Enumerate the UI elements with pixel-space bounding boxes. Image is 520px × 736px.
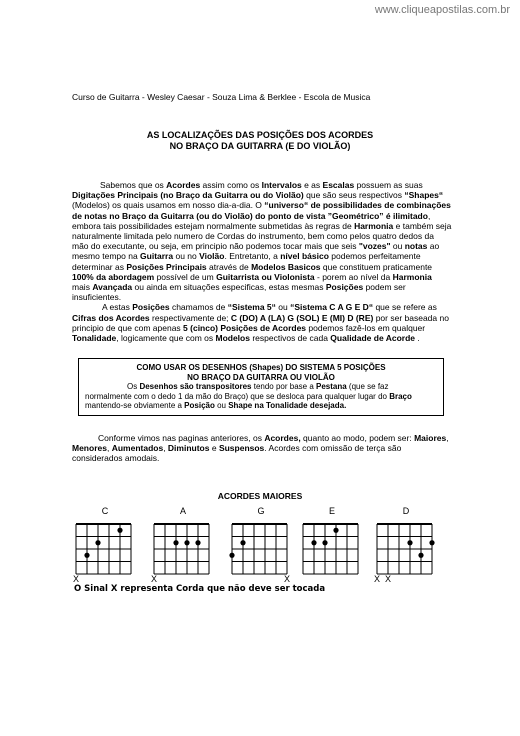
text-run: Modelos <box>215 333 250 344</box>
text-run: Harmonia <box>392 271 432 282</box>
text-run: Harmonia <box>354 220 394 231</box>
text-run: "vozes" <box>358 241 391 252</box>
chord-diagram-e <box>299 506 365 584</box>
text-run: Sabemos que os <box>100 180 167 190</box>
text-run: possível de um <box>154 271 217 282</box>
fretboard <box>299 520 365 586</box>
text-run: , <box>446 433 449 443</box>
finger-dot <box>322 540 327 545</box>
chord-name: D <box>402 506 410 516</box>
text-run: , embora tais possibilidades estejam normalmente submetidas às regras de <box>72 210 431 231</box>
text-run: A estas <box>102 302 133 313</box>
text-run: , <box>163 443 168 454</box>
text-run: de possibilidades de combinações de notas no Braço da Guitarra (ou do Violão) do ponto de vista ”Geométrico” é ilimitado <box>72 200 451 221</box>
chord-diagram-g <box>228 506 294 584</box>
chords-title: ACORDES MAIORES <box>217 491 303 501</box>
text-run: e as <box>301 180 323 190</box>
text-run: chamamos de <box>169 302 228 313</box>
text-run: Modelos Basicos <box>251 261 321 272</box>
text-run: por ser baseada no principio de que com apenas <box>72 312 449 333</box>
text-run: Posição <box>184 401 215 411</box>
text-run: (Modelos) os quais usamos em nosso dia-a-dia. O <box>72 200 265 211</box>
finger-dot <box>429 540 434 545</box>
text-run: respectivamente de; <box>149 312 231 323</box>
chord-name: E <box>328 506 335 516</box>
chord-modes-paragraph <box>72 433 449 463</box>
text-run: Qualidade de Acorde <box>330 333 416 344</box>
text-run: “Sistema 5“ <box>227 302 276 313</box>
text-run: Violão <box>199 251 225 262</box>
text-run: notas <box>404 241 428 252</box>
finger-dot <box>229 553 234 558</box>
text-run: C (DO) A (LA) G (SOL) E (MI) D (RE) <box>230 312 374 323</box>
muted-string-note: O Sinal X representa Corda que não deve ser tocada <box>74 584 326 594</box>
chord-diagram-a <box>150 506 216 584</box>
finger-dot <box>84 553 89 558</box>
text-run: . <box>415 333 420 344</box>
text-run: Pestana <box>316 382 347 392</box>
text-run: e também seja naturalmente limitada pelo numero de Cordas do instrumento, bem como pelos quatro dedos da mão do executante, ou seja, em principio não podemos tocar mais que seis <box>72 220 452 252</box>
text-run: Acordes, <box>264 433 301 443</box>
text-run: 5 (cinco) Posições de Acordes <box>183 322 307 333</box>
text-run: . Acordes com omissão de terça são considerados amodais. <box>72 443 402 464</box>
muted-string-mark: X <box>150 574 158 584</box>
intro-text <box>72 180 452 343</box>
muted-string-mark: X <box>72 574 80 584</box>
shapes-info-box <box>78 358 444 416</box>
box-body <box>85 382 437 411</box>
fretboard <box>72 520 138 586</box>
text-run: ou <box>390 241 405 252</box>
text-run: “Sistema C A G E D“ <box>290 302 374 313</box>
text-run: podemos perfeitamente determinar as <box>72 251 421 272</box>
text-run: através de <box>206 261 252 272</box>
text-run: . Entretanto, a <box>224 251 281 262</box>
text-run: possuem as suas <box>354 180 423 190</box>
text-run: Suspensos <box>218 443 265 454</box>
text-run: Posições <box>132 302 170 313</box>
text-run: Intervalos <box>261 180 302 190</box>
chord-name: C <box>101 506 109 516</box>
text-run: Menores <box>72 443 107 454</box>
text-run: “universo“ <box>264 200 309 211</box>
chord-name: G <box>257 506 265 516</box>
chord-name: A <box>179 506 186 516</box>
text-run: Acordes <box>166 180 201 190</box>
muted-string-mark: X <box>283 574 291 584</box>
text-run: Conforme vimos nas paginas anteriores, os <box>98 433 265 443</box>
text-run: ou ainda em situações especificas, estas mesmas <box>132 282 326 293</box>
text-run: ou <box>214 401 229 411</box>
watermark: www.cliqueapostilas.com.br <box>374 4 510 16</box>
finger-dot <box>407 540 412 545</box>
intro-paragraph-2 <box>72 302 449 343</box>
finger-dot <box>173 540 178 545</box>
text-run: Desenhos são transpositores <box>139 382 252 392</box>
text-run: podem ser insuficientes. <box>72 282 406 303</box>
chord-diagram-d <box>373 506 439 584</box>
finger-dot <box>95 540 100 545</box>
chord-diagram-c <box>72 506 138 584</box>
box-body-text <box>85 382 412 410</box>
text-run: ou no <box>173 251 200 262</box>
text-run: quanto ao modo, podem ser: <box>300 433 415 443</box>
text-run: que constituem praticamente <box>320 261 433 272</box>
text-run: “Shapes“ <box>404 190 444 201</box>
text-run: 100% da abordagem <box>72 271 155 282</box>
fretboard <box>228 520 294 586</box>
intro-paragraph <box>72 180 451 302</box>
text-run: que são seus respectivos <box>303 190 405 201</box>
finger-dot <box>418 553 423 558</box>
text-run: , <box>106 443 112 454</box>
text-run: Cifras dos Acordes <box>72 312 150 323</box>
text-run: Guitarra <box>140 251 174 262</box>
text-run: Shape na Tonalidade desejada. <box>228 401 347 411</box>
fretboard <box>373 520 439 586</box>
muted-string-mark: X <box>373 574 381 584</box>
text-run: ao mesmo tempo na <box>72 241 440 262</box>
text-run: Avançada <box>92 282 133 293</box>
finger-dot <box>117 528 122 533</box>
text-run: assim como os <box>200 180 262 190</box>
text-run: mantendo-se obviamente a <box>85 401 185 411</box>
finger-dot <box>240 540 245 545</box>
text-run: Os <box>127 382 140 392</box>
text-run: respectivos de cada <box>249 333 331 344</box>
text-run: Escalas <box>322 180 355 190</box>
text-run: Diminutos <box>167 443 210 454</box>
box-title-line-1: COMO USAR OS DESENHOS (Shapes) DO SISTEMA 5 POSIÇÕES <box>136 363 386 372</box>
chord-modes-text <box>72 433 452 464</box>
page-title-line-1: AS LOCALIZAÇÕES DAS POSIÇÕES DOS ACORDES <box>146 130 374 140</box>
text-run: Maiores <box>414 433 447 443</box>
text-run: podemos fazê-los em qualquer <box>306 322 426 333</box>
text-run: Braço <box>389 391 412 401</box>
finger-dot <box>333 528 338 533</box>
text-run: Guitarrista ou Violonista <box>216 271 315 282</box>
muted-string-mark: X <box>384 574 392 584</box>
text-run: mais <box>72 282 93 293</box>
text-run: , logicamente que com os <box>116 333 216 344</box>
course-header: Curso de Guitarra - Wesley Caesar - Souza Lima & Berklee - Escola de Musica <box>72 92 371 102</box>
text-run: Posições Principais <box>126 261 207 272</box>
text-run: nível básico <box>280 251 329 262</box>
text-run: Tonalidade <box>72 333 117 344</box>
text-run: - porem ao nível da <box>314 271 393 282</box>
text-run: Posições <box>325 282 364 293</box>
text-run: que se refere as <box>373 302 437 313</box>
text-run: Aumentados <box>111 443 164 454</box>
text-run: tendo por base a <box>251 382 316 392</box>
box-title-line-2: NO BRAÇO DA GUITARRA OU VIOLÃO <box>187 372 335 382</box>
finger-dot <box>311 540 316 545</box>
fretboard <box>150 520 216 586</box>
text-run: Digitações Principais (no Braço da Guitarra ou do Violão) <box>72 190 304 201</box>
text-run: e <box>209 443 219 454</box>
finger-dot <box>195 540 200 545</box>
text-run: (que se faz normalmente com o dedo 1 da mão do Braço) que se desloca para qualquer lugar do <box>85 382 390 401</box>
finger-dot <box>184 540 189 545</box>
text-run: ou <box>275 302 291 313</box>
page-title-line-2: NO BRAÇO DA GUITARRA (E DO VIOLÃO) <box>169 141 351 151</box>
